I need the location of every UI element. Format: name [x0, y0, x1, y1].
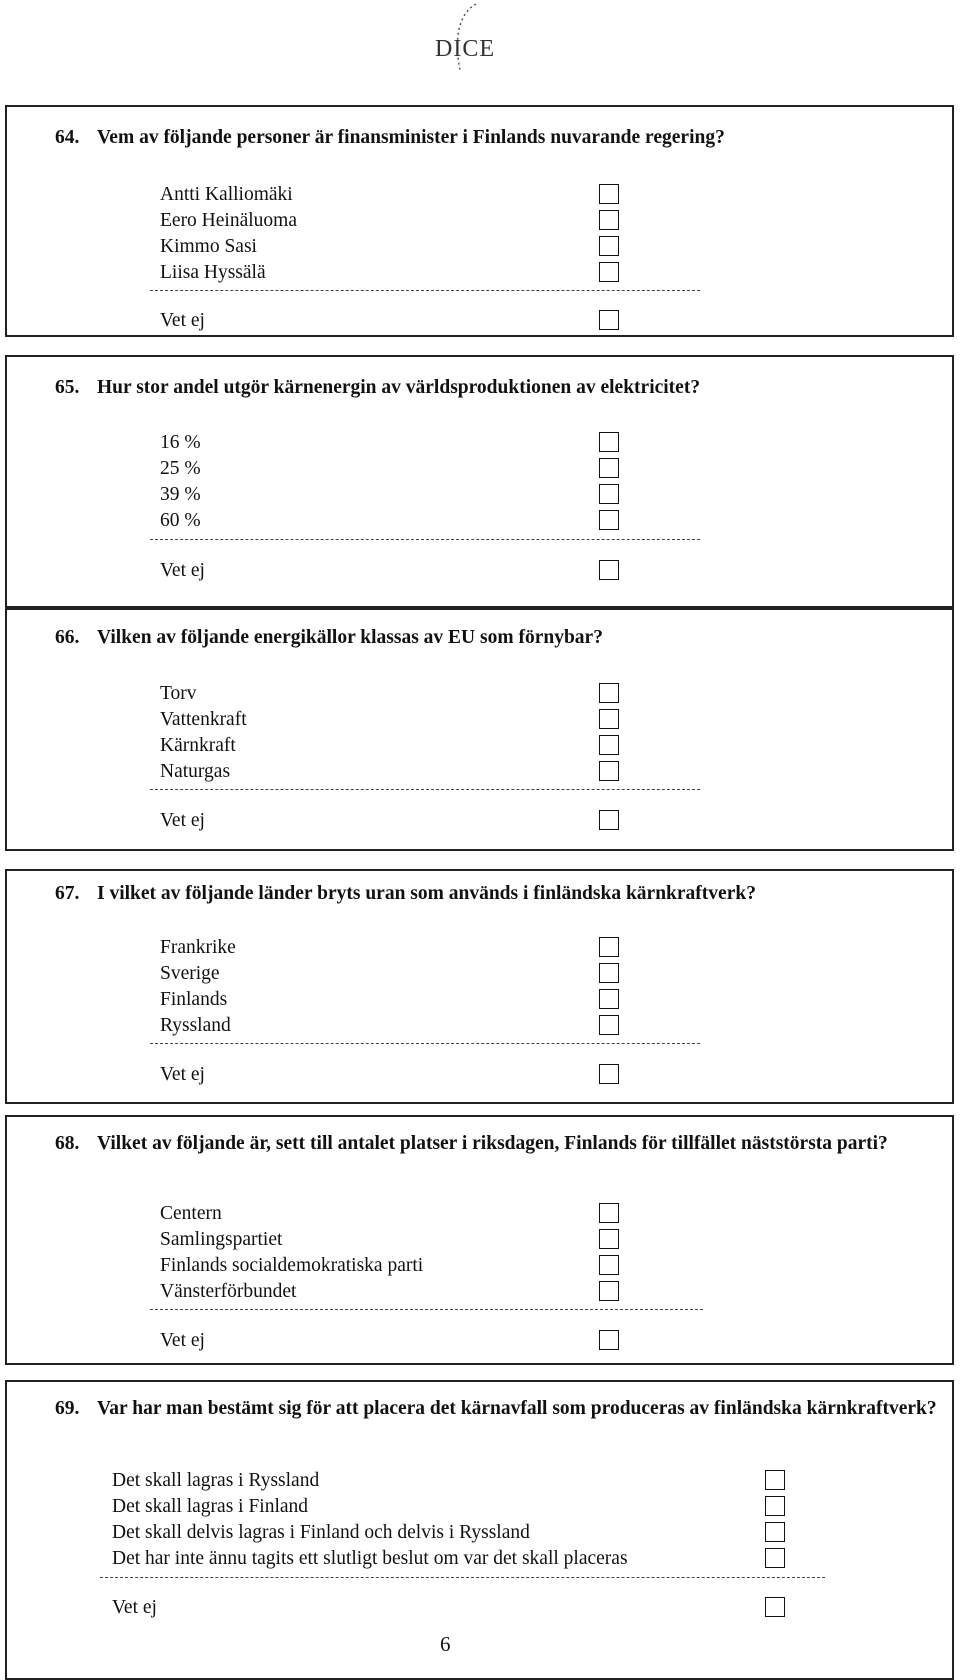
- checkbox[interactable]: [599, 1281, 619, 1301]
- option-label: Torv: [160, 683, 197, 704]
- option-label: Centern: [160, 1203, 222, 1224]
- checkbox[interactable]: [599, 683, 619, 703]
- page-number: 6: [440, 1632, 451, 1656]
- checkbox[interactable]: [765, 1548, 785, 1568]
- dont-know-checkbox[interactable]: [765, 1597, 785, 1617]
- checkbox[interactable]: [599, 184, 619, 204]
- option-label: Samlingspartiet: [160, 1229, 283, 1250]
- question-66: [55, 624, 940, 651]
- option-label: Det har inte ännu tagits ett slutligt beslut om var det skall placeras: [112, 1548, 628, 1569]
- checkbox[interactable]: [599, 1255, 619, 1275]
- question-number: 64.: [55, 127, 80, 148]
- question-text: I vilket av följande länder bryts uran som används i finländska kärnkraftverk?: [97, 883, 756, 904]
- divider: [100, 1577, 825, 1578]
- option-label: Det skall delvis lagras i Finland och delvis i Ryssland: [112, 1522, 530, 1543]
- option-label: Antti Kalliomäki: [160, 184, 293, 205]
- option-label: Kimmo Sasi: [160, 236, 257, 257]
- option-label: Det skall lagras i Finland: [112, 1496, 309, 1517]
- question-number: 68.: [55, 1133, 80, 1154]
- divider: [150, 1043, 700, 1044]
- checkbox[interactable]: [599, 1229, 619, 1249]
- dont-know-checkbox[interactable]: [599, 310, 619, 330]
- checkbox[interactable]: [599, 262, 619, 282]
- divider: [150, 789, 700, 790]
- checkbox[interactable]: [599, 236, 619, 256]
- question-65: [55, 374, 940, 401]
- dice-logo: [428, 0, 502, 80]
- checkbox[interactable]: [599, 937, 619, 957]
- dont-know-checkbox[interactable]: [599, 560, 619, 580]
- option-label: Liisa Hyssälä: [160, 262, 266, 283]
- option-label: Frankrike: [160, 937, 236, 958]
- dont-know-label: Vet ej: [160, 1330, 205, 1351]
- option-label: Ryssland: [160, 1015, 231, 1036]
- option-label: Det skall lagras i Ryssland: [112, 1470, 320, 1491]
- option-label: Vattenkraft: [160, 709, 247, 730]
- option-label: Sverige: [160, 963, 220, 984]
- checkbox[interactable]: [765, 1496, 785, 1516]
- dont-know-label: Vet ej: [160, 310, 205, 331]
- question-68: [55, 1130, 940, 1157]
- checkbox[interactable]: [599, 510, 619, 530]
- question-number: 65.: [55, 377, 80, 398]
- question-text: Vem av följande personer är finansminister i Finlands nuvarande regering?: [97, 127, 725, 148]
- option-label: 60 %: [160, 510, 201, 531]
- checkbox[interactable]: [599, 1015, 619, 1035]
- checkbox[interactable]: [599, 735, 619, 755]
- dont-know-checkbox[interactable]: [599, 810, 619, 830]
- checkbox[interactable]: [765, 1470, 785, 1490]
- question-text: Hur stor andel utgör kärnenergin av världsproduktionen av elektricitet?: [97, 377, 701, 398]
- dont-know-label: Vet ej: [112, 1597, 157, 1618]
- divider: [150, 539, 700, 540]
- checkbox[interactable]: [599, 458, 619, 478]
- question-text: Vilken av följande energikällor klassas av EU som förnybar?: [97, 627, 603, 648]
- dont-know-label: Vet ej: [160, 560, 205, 581]
- dont-know-checkbox[interactable]: [599, 1330, 619, 1350]
- question-69: [55, 1395, 940, 1422]
- logo-text: DICE: [435, 36, 495, 62]
- option-label: 16 %: [160, 432, 201, 453]
- question-number: 69.: [55, 1398, 80, 1419]
- question-number: 67.: [55, 883, 80, 904]
- dont-know-label: Vet ej: [160, 810, 205, 831]
- option-label: Finlands: [160, 989, 228, 1010]
- option-label: Naturgas: [160, 761, 231, 782]
- question-text: Var har man bestämt sig för att placera det kärnavfall som produceras av finländska kärnkraftverk?: [97, 1398, 937, 1419]
- checkbox[interactable]: [599, 963, 619, 983]
- option-label: Finlands socialdemokratiska parti: [160, 1255, 424, 1276]
- option-label: Eero Heinäluoma: [160, 210, 297, 231]
- checkbox[interactable]: [599, 989, 619, 1009]
- checkbox[interactable]: [599, 432, 619, 452]
- checkbox[interactable]: [765, 1522, 785, 1542]
- question-67: [55, 880, 940, 907]
- checkbox[interactable]: [599, 709, 619, 729]
- option-label: Vänsterförbundet: [160, 1281, 297, 1302]
- dont-know-label: Vet ej: [160, 1064, 205, 1085]
- question-number: 66.: [55, 627, 80, 648]
- checkbox[interactable]: [599, 484, 619, 504]
- checkbox[interactable]: [599, 761, 619, 781]
- option-label: 25 %: [160, 458, 201, 479]
- divider: [150, 290, 700, 291]
- option-label: Kärnkraft: [160, 735, 236, 756]
- dont-know-checkbox[interactable]: [599, 1064, 619, 1084]
- option-label: 39 %: [160, 484, 201, 505]
- question-text: Vilket av följande är, sett till antalet platser i riksdagen, Finlands för tillfället näststörsta parti?: [97, 1133, 888, 1154]
- checkbox[interactable]: [599, 210, 619, 230]
- checkbox[interactable]: [599, 1203, 619, 1223]
- question-64: [55, 124, 940, 151]
- divider: [150, 1309, 703, 1310]
